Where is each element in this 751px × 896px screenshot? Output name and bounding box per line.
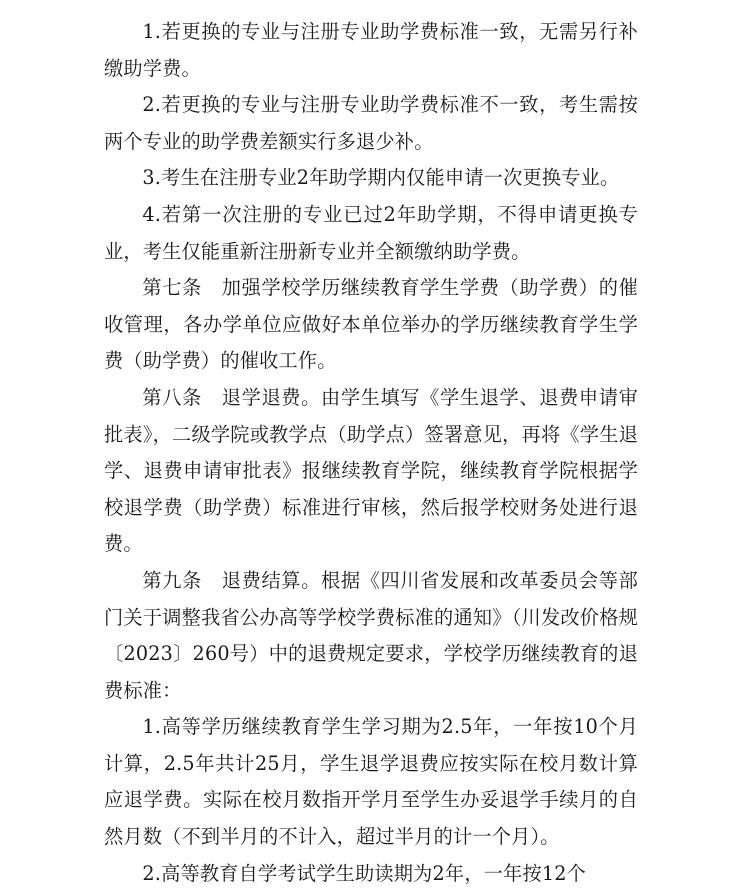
paragraph-item-1-same-fee: 1.若更换的专业与注册专业助学费标准一致，无需另行补缴助学费。 <box>104 20 638 80</box>
paragraph-refund-item-2: 2.高等教育自学考试学生助读期为2年，一年按12个 <box>142 861 587 885</box>
paragraph-article-8: 第八条 退学退费。由学生填写《学生退学、退费申请审批表》，二级学院或教学点（助学点）签署意见，再将《学生退学、退费申请审批表》报继续教育学院，继续教育学院根据学校退学费（助学费）标准进行审核，然后报学校财务处进行退费。 <box>104 385 638 556</box>
paragraph-item-4-expired-period: 4.若第一次注册的专业已过2年助学期，不得申请更换专业，考生仅能重新注册新专业并全额缴纳助学费。 <box>104 202 638 263</box>
paragraph-refund-item-1: 1.高等学历继续教育学生学习期为2.5年，一年按10个月计算，2.5年共计25月，学生退学退费应按实际在校月数计算应退学费。实际在校月数指开学月至学生办妥退学手续月的自然月数（不到半月的不计入，超过半月的计一个月）。 <box>104 715 638 849</box>
paragraph-article-9: 第九条 退费结算。根据《四川省发展和改革委员会等部门关于调整我省公办高等学校学费标准的通知》（川发改价格规〔2023〕260号）中的退费规定要求，学校学历继续教育的退费标准： <box>104 568 638 702</box>
paragraph-item-3-change-once: 3.考生在注册专业2年助学期内仅能申请一次更换专业。 <box>142 166 620 190</box>
document-body <box>104 14 638 892</box>
paragraph-article-7: 第七条 加强学校学历继续教育学生学费（助学费）的催收管理，各办学单位应做好本单位举办的学历继续教育学生学费（助学费）的催收工作。 <box>104 276 638 373</box>
paragraph-item-2-different-fee: 2.若更换的专业与注册专业助学费标准不一致，考生需按两个专业的助学费差额实行多退少补。 <box>104 93 638 153</box>
